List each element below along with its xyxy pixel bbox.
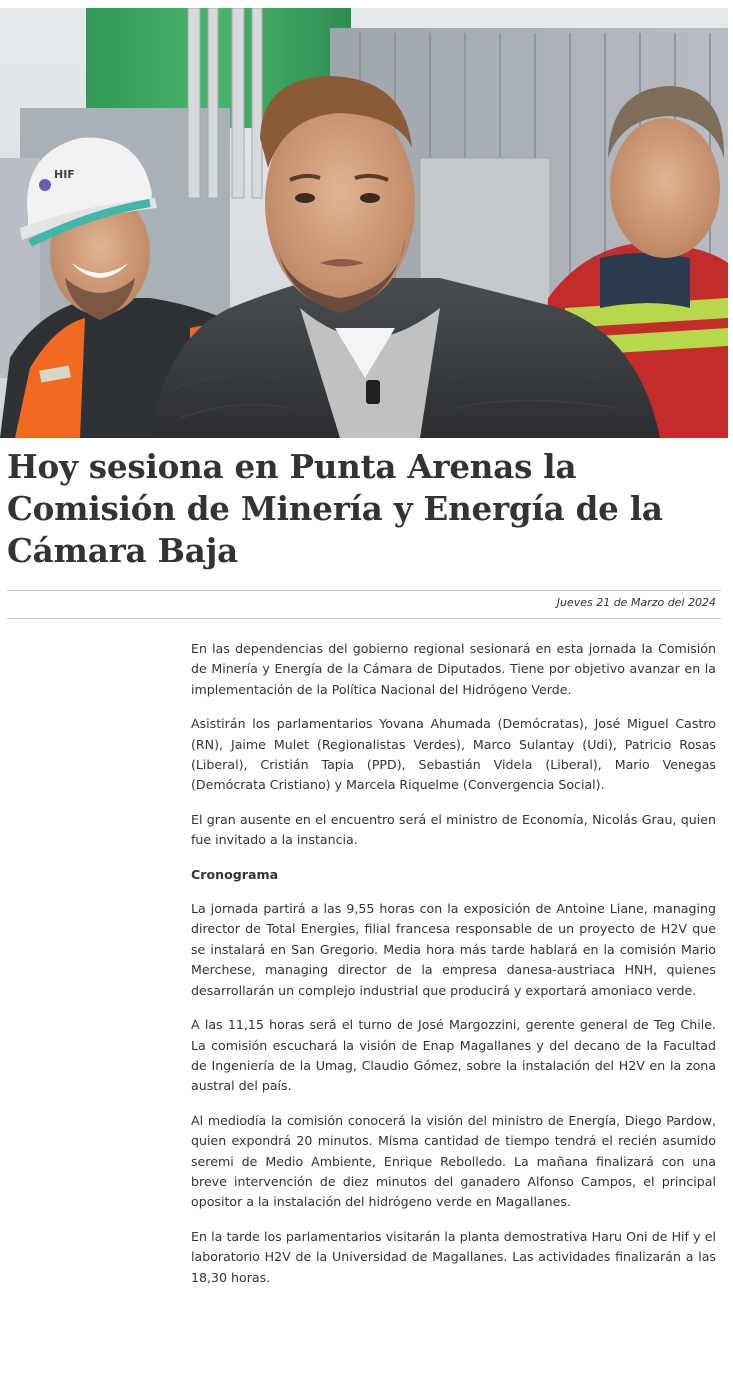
article-paragraph: A las 11,15 horas será el turno de José Margozzini, gerente general de Teg Chile. La comisión escuchará la visión de Enap Magallanes y del decano de la Facultad de Ingeniería de la Umag, Claudio Gómez, sobre la instalación del H2V en la zona austral del país. — [191, 1017, 716, 1094]
helmet-logo-text: HIF — [54, 168, 75, 181]
hero-photo-illustration — [0, 8, 728, 438]
article-title: Hoy sesiona en Punta Arenas la Comisión de Minería y Energía de la Cámara Baja — [7, 447, 663, 570]
article-paragraph: Asistirán los parlamentarios Yovana Ahumada (Demócratas), José Miguel Castro (RN), Jaime Mulet (Regionalistas Verdes), Marco Sulantay (Udi), Patricio Rosas (Liberal), Cristián Tapia (PPD), Sebastián Videla (Liberal), Mario Venegas (Demócrata Cristiano) y Marcela Riquelme (Convergencia Social). — [191, 716, 716, 793]
article-paragraph: En las dependencias del gobierno regional sesionará en esta jornada la Comisión de Minería y Energía de la Cámara de Diputados. Tiene por objetivo avanzar en la implementación de la Política Nacional del Hidrógeno Verde. — [191, 641, 716, 697]
title-divider-top — [7, 590, 721, 591]
article-paragraph: La jornada partirá a las 9,55 horas con la exposición de Antoine Liane, managing director de Total Energies, filial francesa responsable de un proyecto de H2V que se instalará en San Gregorio. Media hora más tarde hablará en la comisión Mario Merchese, managing director de la empresa danesa-austriaca HNH, quienes desarrollarán un complejo industrial que producirá y exportará amoniaco verde. — [191, 901, 716, 998]
article-paragraph: En la tarde los parlamentarios visitarán la planta demostrativa Haru Oni de Hif y el laboratorio H2V de la Universidad de Magallanes. Las actividades finalizarán a las 18,30 horas. — [191, 1228, 716, 1285]
article-date: Jueves 21 de Marzo del 2024 — [556, 596, 716, 609]
article-paragraph: El gran ausente en el encuentro será el ministro de Economía, Nicolás Grau, quien fue invitado a la instancia. — [191, 811, 716, 848]
hero-photo — [0, 8, 728, 438]
title-divider-bottom — [7, 618, 721, 619]
article-body — [191, 639, 716, 1302]
article-subheading: Cronograma — [191, 866, 279, 882]
article-paragraph: Al mediodía la comisión conocerá la visión del ministro de Energía, Diego Pardow, quien expondrá 20 minutos. Misma cantidad de tiempo tendrá el recién asumido seremi de Medio Ambiente, Enrique Rebolledo. La mañana finalizará con una breve intervención de diez minutos del ganadero Alfonso Campos, el principal opositor a la instalación del hidrógeno verde en Magallanes. — [191, 1112, 716, 1210]
